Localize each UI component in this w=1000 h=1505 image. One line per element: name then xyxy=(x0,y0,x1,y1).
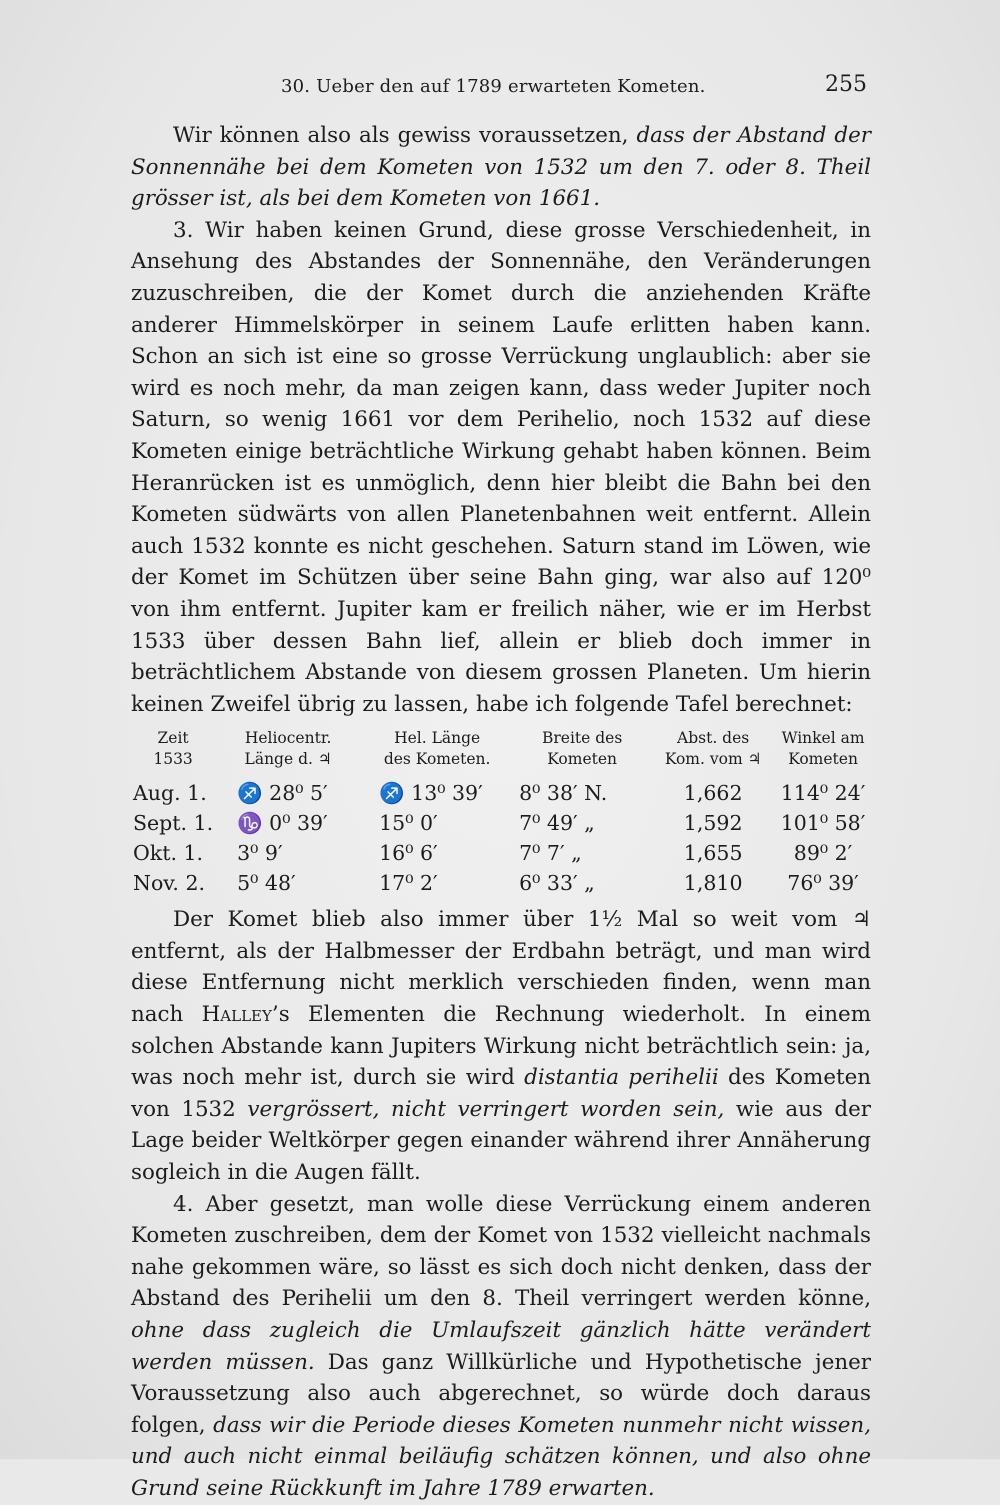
page-body xyxy=(131,120,871,1505)
table-cell: ♐ 13⁰ 39′ xyxy=(379,781,483,806)
table-header-row xyxy=(131,726,871,778)
table-header: Breite des Kometen xyxy=(541,729,623,769)
page-number: 255 xyxy=(825,72,867,97)
table-row xyxy=(131,868,871,898)
table-cell: 1,592 xyxy=(683,811,743,836)
paragraph-3-text-c: des Kometen von 1532 xyxy=(131,1065,872,1122)
paragraph-3-italic: vergrössert, nicht verringert worden sein, xyxy=(247,1096,725,1122)
paragraph-2: 3. Wir haben keinen Grund, diese grosse Verschiedenheit, in Ansehung des Abstandes der Sonnennähe, den Veränderungen zuzuschreiben, die der Komet durch die anziehenden Kräfte anderer Himmelskörper in seinem Laufe erlitten haben kann. Schon an sich ist eine so grosse Verrückung unglaublich: aber sie wird es noch mehr, da man zeigen kann, dass weder Jupiter noch Saturn, so wenig 1661 vor dem Perihelio, noch 1532 auf diese Kometen einige beträchtliche Wirkung gehabt haben können. Beim Heranrücken ist es unmöglich, denn hier bleibt die Bahn bei den Kometen südwärts von allen Planetenbahnen weit entfernt. Allein auch 1532 konnte es nicht geschehen. Saturn stand im Löwen, wie der Komet im Schützen über seine Bahn ging, war also auf 120⁰ von ihm entfernt. Jupiter kam er freilich näher, wie er im Herbst 1533 über dessen Bahn lief, allein er blieb doch immer in beträchtlichem Abstande von diesem grossen Planeten. Um hierin keinen Zweifel übrig zu lassen, habe ich folgende Tafel berechnet: xyxy=(131,217,871,717)
table-cell: 1,810 xyxy=(683,871,743,896)
table-cell: Sept. 1. xyxy=(133,811,214,836)
table-row xyxy=(131,778,871,808)
paragraph-3 xyxy=(131,904,871,1188)
table-cell: 5⁰ 48′ xyxy=(237,871,296,896)
table-cell: 15⁰ 0′ xyxy=(379,811,438,836)
table-cell: ♐ 28⁰ 5′ xyxy=(237,781,328,806)
paragraph-1-text: Wir können also als gewiss voraussetzen, xyxy=(173,123,637,148)
table-cell: Nov. 2. xyxy=(133,871,206,896)
table-cell: 8⁰ 38′ N. xyxy=(519,781,608,806)
running-title: 30. Ueber den auf 1789 erwarteten Kometen. xyxy=(281,76,706,97)
table-cell: 101⁰ 58′ xyxy=(780,811,866,836)
table-cell: 17⁰ 2′ xyxy=(379,871,438,896)
table-cell: 16⁰ 6′ xyxy=(379,841,438,866)
table-header: Winkel am Kometen xyxy=(781,729,865,769)
paragraph-4-italic-b: dass wir die Periode dieses Kometen nunmehr nicht wissen, und auch nicht einmal beiläufig schätzen können, und also ohne Grund seine Rückkunft im Jahre 1789 erwarten. xyxy=(131,1412,871,1501)
table-header: Heliocentr. Länge d. ♃ xyxy=(244,729,332,769)
table-header: Hel. Länge des Kometen. xyxy=(383,729,491,769)
table-header: Zeit 1533 xyxy=(153,729,193,769)
table-cell: 76⁰ 39′ xyxy=(787,871,859,896)
table-cell: 1,662 xyxy=(683,781,743,806)
table-cell: 89⁰ 2′ xyxy=(793,841,853,866)
table-cell: 6⁰ 33′ „ xyxy=(519,871,595,896)
table-cell: 1,655 xyxy=(683,841,743,866)
table-cell: 114⁰ 24′ xyxy=(780,781,866,806)
latin-term: distantia perihelii xyxy=(524,1065,719,1091)
table-header: Abst. des Kom. vom ♃ xyxy=(664,729,762,769)
paragraph-4-text-a: 4. Aber gesetzt, man wolle diese Verrückung einem anderen Kometen zuschreiben, dem der Komet von 1532 vielleicht nachmals nahe gekommen wäre, so lässt es sich doch nicht denken, dass der Abstand des Perihelii um den 8. Theil verringert werden könne, xyxy=(131,1191,871,1312)
page-header xyxy=(131,72,867,102)
table-row xyxy=(131,838,871,868)
paragraph-4-italic-a: ohne dass zugleich die Umlaufszeit gänzlich hätte verändert werden müssen. xyxy=(131,1318,871,1375)
table-row xyxy=(131,808,871,838)
paragraph-1 xyxy=(131,120,871,215)
table-cell: 7⁰ 7′ „ xyxy=(519,841,582,866)
paragraph-3-text-d: wie aus der Lage beider Weltkörper gegen einander während ihrer Annäherung sogleich in die Augen fällt. xyxy=(131,1096,871,1186)
table-cell: ♑ 0⁰ 39′ xyxy=(237,811,328,836)
paragraph-4 xyxy=(131,1189,871,1505)
paragraph-3-text-b: ’s Elementen die Rechnung wiederholt. In einem solchen Abstande kann Jupiters Wirkung nicht beträchtlich sein: ja, was noch mehr ist, durch sie wird xyxy=(131,1002,871,1091)
table-cell: 7⁰ 49′ „ xyxy=(519,811,595,836)
author-name-halley: Halley xyxy=(201,1002,272,1028)
table-cell: Okt. 1. xyxy=(133,841,204,866)
paragraph-1-italic: dass der Abstand der Sonnennähe bei dem Kometen von 1532 um den 7. oder 8. Theil grösser ist, als bei dem Kometen von 1661. xyxy=(131,123,872,212)
paragraph-3-text-a: Der Komet blieb also immer über 1½ Mal so weit vom ♃ entfernt, als der Halbmesser der Erdbahn beträgt, und man wird diese Entfernung nicht merklich verschieden finden, wenn man nach xyxy=(131,907,871,1028)
comet-table xyxy=(131,726,871,898)
paragraph-4-text-b: Das ganz Willkürliche und Hypothetische jener Voraussetzung also auch abgerechnet, so würde doch daraus folgen, xyxy=(131,1349,872,1438)
table-cell: 3⁰ 9′ xyxy=(237,841,283,866)
table-cell: Aug. 1. xyxy=(133,781,207,806)
